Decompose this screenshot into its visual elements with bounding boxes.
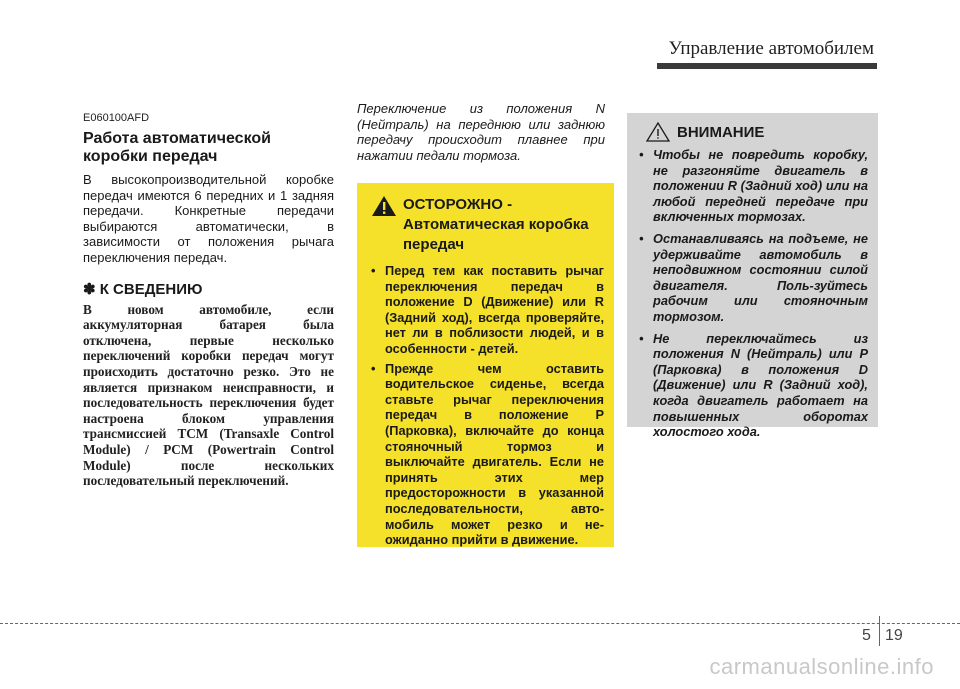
warning-item: • Останавливаясь на подъеме, не удерживайте автомобиль в неподвижном состоянии силой двигателя. Поль-зуйтесь рабочим или стояночным тормозом.	[639, 231, 868, 325]
section-number: 5	[862, 627, 871, 644]
footer-rule	[0, 623, 960, 624]
warning-item: • Не переключайтесь из положения N (Нейтраль) или P (Парковка) в положения D (Движение) или R (Задний ход), когда двигатель работает на повышенных оборотах холостого хода.	[639, 331, 868, 440]
caution-list	[371, 263, 604, 548]
section-heading: Работа автоматической коробки передач	[83, 130, 271, 165]
caution-item: • Перед тем как поставить рычаг переключения передач в положение D (Движение) или R (Задний ход), всегда проверяйте, нет ли в поблизости людей, и в особенности - детей.	[371, 263, 604, 357]
warning-outline-icon	[645, 121, 671, 143]
section-body: В высокопроизводительной коробке передач имеются 6 передних и 1 задняя передачи. Конкретные передачи выбираются автоматически, в зависимости от положения рычага переключения передач.	[83, 172, 334, 265]
section-code: E060100AFD	[83, 112, 150, 124]
warning-item: • Чтобы не повредить коробку, не разгоняйте двигатель в положении R (Задний ход) или на любой передней передаче при включенных тормозах.	[639, 147, 868, 225]
caution-box	[357, 183, 614, 547]
warning-header	[639, 121, 868, 143]
warning-triangle-icon	[371, 195, 397, 217]
caution-title-1: ОСТОРОЖНО -	[403, 196, 513, 213]
warning-title: ВНИМАНИЕ	[677, 123, 765, 141]
caution-title-2: Автоматическая коробка передач	[403, 216, 589, 253]
warning-list	[639, 147, 868, 440]
warning-box	[627, 113, 878, 440]
left-column	[83, 112, 334, 489]
middle-column	[357, 101, 605, 163]
gear-shift-note: Переключение из положения N (Нейтраль) на переднюю или заднюю передачу происходит плавнее при нажатии педали тормоза.	[357, 101, 605, 163]
note-text: В новом автомобиле, если аккумуляторная батарея была отключена, первые несколько переключений коробки передач могут происходить достаточно резко. Это не является признаком неисправности, и последовательность переключения будет настроена блоком управления трансмиссией TCM (Transaxle Control Module) / PCM (Powertrain Control Module) после нескольких последовательный переключений.	[83, 301, 334, 489]
header-rule	[657, 63, 877, 69]
page-number: 19	[885, 627, 903, 644]
note-heading: ✽ К СВЕДЕНИЮ	[83, 280, 203, 298]
page-divider	[879, 616, 880, 646]
caution-item: • Прежде чем оставить водительское сиденье, всегда ставьте рычаг переключения передач в положение P (Парковка), включайте до конца стояночный тормоз и выключайте двигатель. Если не принять этих мер предосторожности в указанной последовательности, авто-мобиль может резко и не-ожиданно прийти в движение.	[371, 361, 604, 548]
caution-header	[371, 195, 604, 255]
header-title: Управление автомобилем	[668, 38, 874, 59]
watermark: carmanualsonline.info	[709, 654, 934, 679]
